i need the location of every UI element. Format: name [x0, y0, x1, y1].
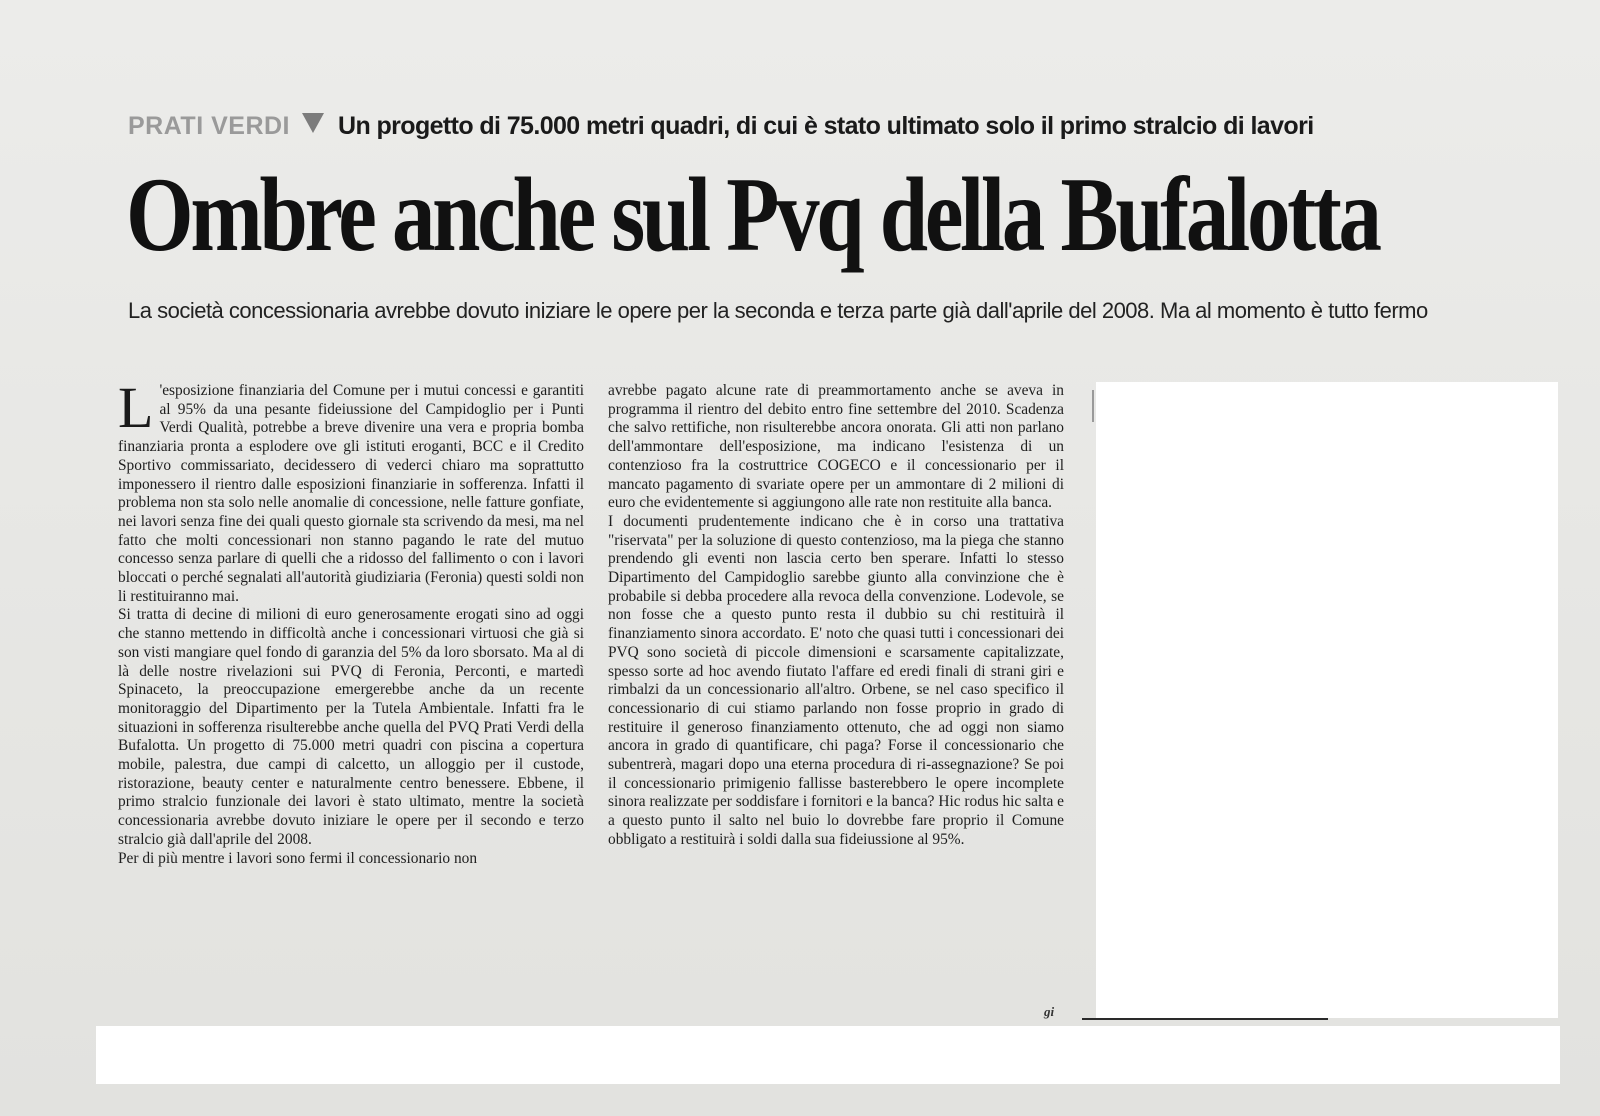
- column-divider: [1092, 390, 1094, 422]
- article-column-1: [118, 375, 584, 868]
- drop-cap: L: [118, 375, 154, 440]
- headline: Ombre anche sul Pvq della Bufalotta: [126, 156, 1379, 273]
- subheadline: La società concessionaria avrebbe dovuto iniziare le opere per la seconda e terza parte già dall'aprile del 2008. Ma al momento è tutto fermo: [128, 298, 1428, 323]
- section-kicker: PRATI VERDI: [128, 111, 290, 140]
- body-paragraph: avrebbe pagato alcune rate di preammortamento anche se aveva in programma il rientro del debito entro fine settembre del 2010. Scadenza che salvo rettifiche, non risulterebbe ancora onorata. Gli atti non parlano dell'ammontare dell'esposizione, ma indicano l'esistenza di un contenzioso fra la costruttrice COGECO e il concessionario per il mancato pagamento di svariate opere per un ammontare di 2 milioni di euro che evidentemente si aggiungono alle rate non restituite alla banca.: [608, 382, 1064, 512]
- body-paragraph: Si tratta di decine di milioni di euro generosamente erogati sino ad oggi che stanno mettendo in difficoltà anche i concessionari virtuosi che già si son visti mangiare quel fondo di garanzia del 5% da loro sborsato. Ma al di là delle nostre rivelazioni sui PVQ di Feronia, Perconti, e martedì Spinaceto, la preoccupazione emergerebbe anche da un recente monitoraggio del Dipartimento per la Tutela Ambientale. Infatti fra le situazioni in sofferenza risulterebbe anche quella del PVQ Prati Verdi della Bufalotta. Un progetto di 75.000 metri quadri con piscina a copertura mobile, palestra, due campi di calcetto, un alloggio per il custode, ristorazione, beauty center e naturalmente centro benessere. Ebbene, il primo stralcio funzionale dei lavori è stato ultimato, mentre la società concessionaria avrebbe dovuto iniziare le opere per il secondo e terzo stralcio già dall'aprile del 2008.: [118, 606, 584, 848]
- blank-area-right: [1096, 382, 1558, 1018]
- kicker-row: [128, 106, 1314, 146]
- body-paragraph: Per di più mentre i lavori sono fermi il concessionario non: [118, 849, 478, 867]
- closing-rule: [1082, 1018, 1328, 1020]
- author-initials: gi: [1044, 1004, 1055, 1019]
- body-paragraph: I documenti prudentemente indicano che è in corso una trattativa "riservata" per la soluzione di questo contenzioso, ma la piega che stanno prendendo gli eventi non lascia certo ben sperare. Infatti lo stesso Dipartimento del Campidoglio sarebbe giunto alla convinzione che è probabile si debba procedere alla revoca della convenzione. Lodevole, se non fosse che a questo punto resta il dubbio su chi restituirà il finanziamento sinora accordato. E' noto che quasi tutti i concessionari dei PVQ sono società di piccole dimensioni e scarsamente capitalizzate, spesso sorte ad hoc avendo fiutato l'affare ed eredi finali di strani giri e rimbalzi da un concessionario all'altro. Orbene, se nel caso specifico il concessionario di cui stiamo parlando non fosse proprio in grado di restituire il generoso finanziamento ottenuto, che ad oggi non siamo ancora in grado di quantificare, chi paga? Forse il concessionario che subentrerà, magari dopo una eterna procedura di ri-assegnazione? Se poi il concessionario primigenio fallisse basterebbero le opere incomplete sinora realizzate per soddisfare i fornitori e la banca? Hic rodus hic salta e a questo punto il salto nel buio lo dovrebbe fare proprio il Comune obbligato a restituirà i soldi dalla sua fideiussione al 95%.: [608, 512, 1064, 848]
- blank-area-bottom: [96, 1026, 1560, 1084]
- article-column-2: [608, 382, 1064, 850]
- paragraph-text: 'esposizione finanziaria del Comune per i mutui concessi e garantiti al 95% da una pesante fideiussione del Campidoglio per i Punti Verdi Qualità, potrebbe a breve divenire una vera e propria bomba finanziaria pronta a esplodere ove gli istituti eroganti, BCC e il Credito Sportivo commissariato, decidessero di vederci chiaro ma soprattutto imponessero il rientro dalle esposizioni finanziarie in sofferenza. Infatti il problema non sta solo nelle anomalie di concessione, nelle fatture gonfiate, nei lavori senza fine dei quali questo giornale sta scrivendo da mesi, ma nel fatto che molti concessionari non stanno pagando le rate del mutuo concesso senza parlare di quelli che a ridosso del fallimento o con i lavori bloccati o perché segnalati all'autorità giudiziaria (Feronia) questi soldi non li restituiranno mai.: [118, 382, 584, 605]
- body-paragraph: [118, 375, 584, 606]
- kicker-arrow-icon: [302, 113, 324, 133]
- kicker-subtitle: Un progetto di 75.000 metri quadri, di cui è stato ultimato solo il primo stralcio di lavori: [338, 111, 1314, 140]
